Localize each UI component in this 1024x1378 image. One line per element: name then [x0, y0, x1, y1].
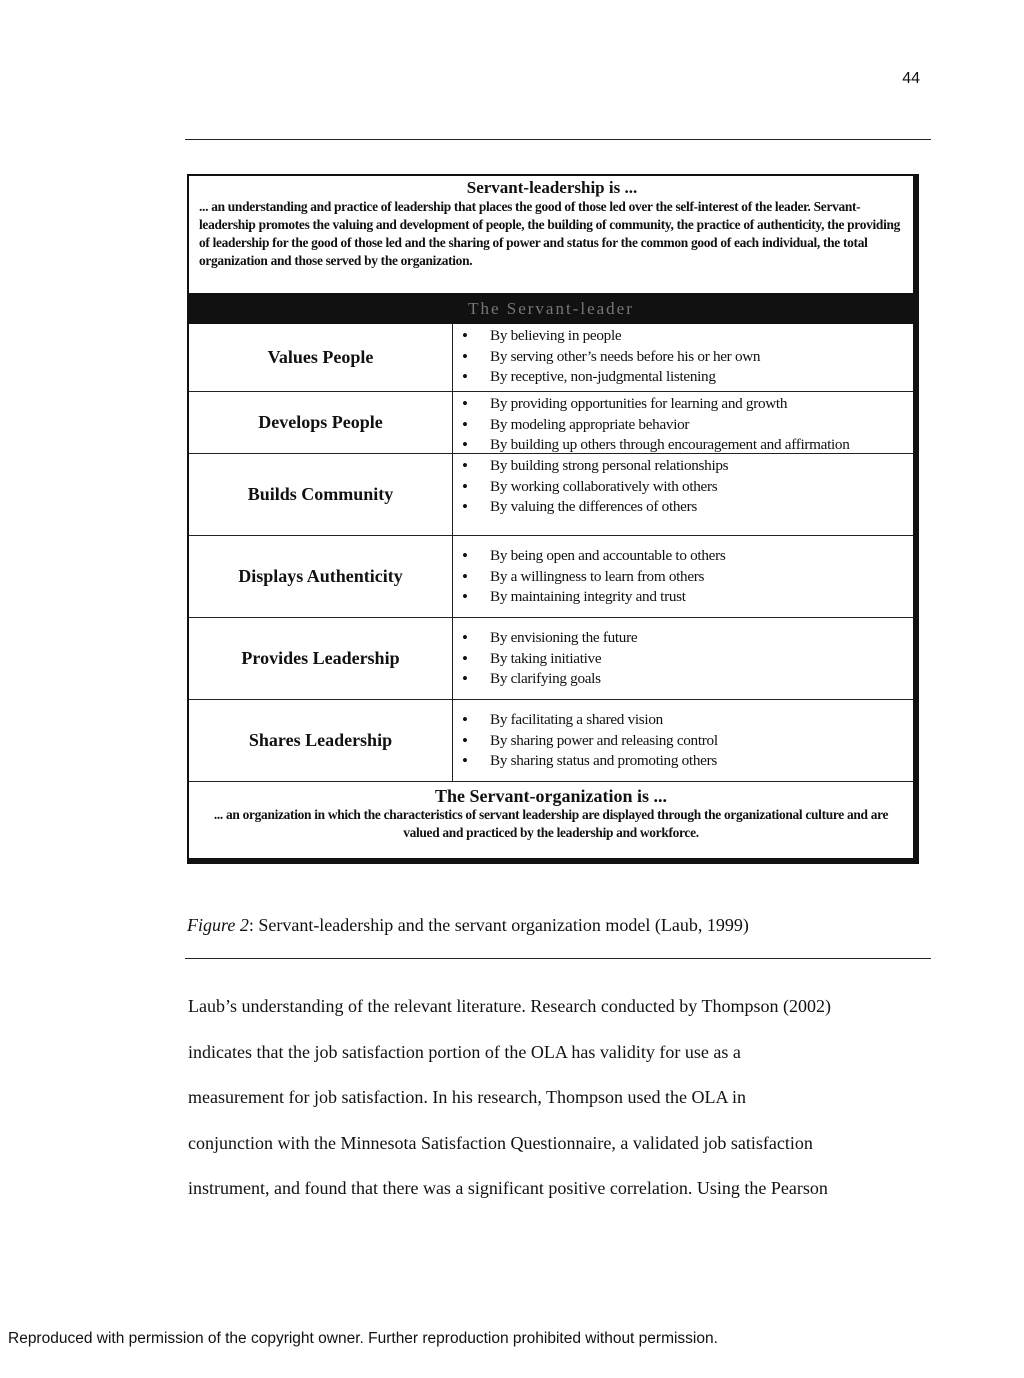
row-label: Displays Authenticity [189, 536, 453, 617]
leadership-text: ... an understanding and practice of leadership that places the good of those led over the self-interest of the leader. Servant-leadership promotes the valuing and development of people, the building of community, the practice of authenticity, the providing of leadership for the good of those led and the sharing of power and status for the common good of each individual, the total organization and those served by the organization. [199, 199, 901, 268]
list-item: • By clarifying goals [453, 669, 913, 690]
row-item-list [453, 536, 913, 617]
list-item: • By working collaboratively with others [453, 477, 913, 498]
list-item: • By building up others through encouragement and affirmation [453, 435, 913, 456]
row-label: Values People [189, 324, 453, 391]
list-item: • By envisioning the future [453, 628, 913, 649]
list-item: • By sharing status and promoting others [453, 751, 913, 772]
row-item-list [453, 392, 913, 453]
caption-label: Figure 2 [187, 915, 249, 935]
body-line: Laub’s understanding of the relevant literature. Research conducted by Thompson (2002) [188, 996, 831, 1016]
caption-rule [185, 958, 931, 959]
top-rule [185, 139, 931, 140]
table-row [189, 700, 913, 782]
list-item: • By sharing power and releasing control [453, 731, 913, 752]
list-item: • By being open and accountable to others [453, 546, 913, 567]
body-line: conjunction with the Minnesota Satisfaction Questionnaire, a validated job satisfaction [188, 1132, 813, 1153]
figure-caption [187, 915, 749, 936]
list-item: • By a willingness to learn from others [453, 567, 913, 588]
table-row [189, 454, 913, 536]
list-item: • By providing opportunities for learning and growth [453, 394, 913, 415]
list-item: • By maintaining integrity and trust [453, 587, 913, 608]
row-item-list [453, 454, 913, 535]
list-item: • By receptive, non-judgmental listening [453, 367, 913, 388]
body-line: measurement for job satisfaction. In his research, Thompson used the OLA in [188, 1087, 747, 1107]
page-number: 44 [902, 70, 920, 87]
list-item: • By taking initiative [453, 649, 913, 670]
servant-leader-banner: The Servant-leader [189, 294, 913, 324]
row-label: Builds Community [189, 454, 453, 535]
row-label: Shares Leadership [189, 700, 453, 781]
servant-leadership-definition [189, 176, 913, 294]
list-item: • By modeling appropriate behavior [453, 415, 913, 436]
characteristics-table [189, 324, 913, 782]
table-row [189, 536, 913, 618]
body-line: indicates that the job satisfaction portion of the OLA has validity for use as a [188, 1041, 741, 1062]
servant-leadership-figure [187, 174, 919, 864]
table-row [189, 392, 913, 454]
list-item: • By valuing the differences of others [453, 497, 913, 518]
row-item-list [453, 618, 913, 699]
organization-title: The Servant-organization is ... [435, 786, 667, 806]
row-label: Develops People [189, 392, 453, 453]
copyright-footer: Reproduced with permission of the copyright owner. Further reproduction prohibited without permission. [8, 1330, 718, 1347]
list-item: • By facilitating a shared vision [453, 710, 913, 731]
organization-text: ... an organization in which the characteristics of servant leadership are displayed through the organizational culture and are valued and practiced by the leadership and workforce. [213, 807, 889, 840]
row-label: Provides Leadership [189, 618, 453, 699]
body-line: instrument, and found that there was a significant positive correlation. Using the Pearson [188, 1178, 828, 1198]
body-paragraph [188, 984, 928, 1212]
leadership-title: Servant-leadership is ... [466, 178, 638, 197]
list-item: • By believing in people [453, 326, 913, 347]
caption-text: : Servant-leadership and the servant organization model (Laub, 1999) [248, 915, 749, 935]
servant-organization-definition [189, 782, 913, 864]
table-row [189, 324, 913, 392]
list-item: • By serving other’s needs before his or her own [453, 347, 913, 368]
table-row [189, 618, 913, 700]
row-item-list [453, 324, 913, 391]
list-item: • By building strong personal relationships [453, 456, 913, 477]
row-item-list [453, 700, 913, 781]
